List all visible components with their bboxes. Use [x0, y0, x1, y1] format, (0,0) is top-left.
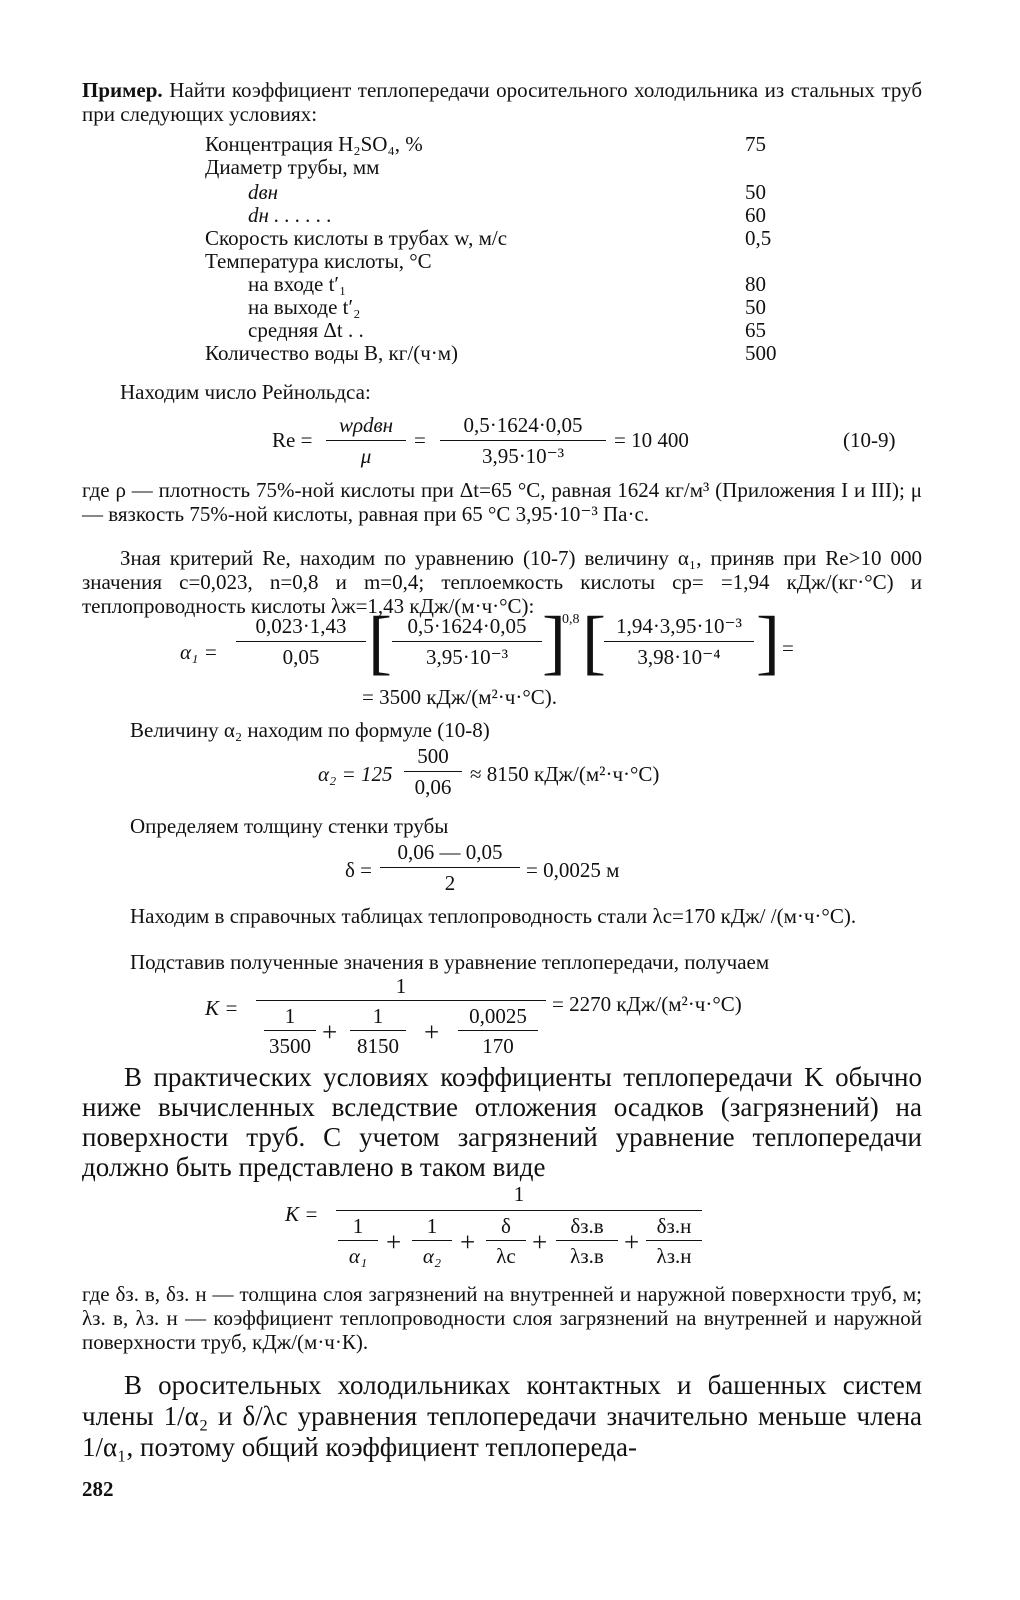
k1-t1-bar [264, 1030, 316, 1031]
condition-label: Количество воды B, кг/(ч·м) [205, 341, 459, 365]
delta-num: 0,06 — 0,05 [397, 840, 503, 864]
a1-lbrack2: [ [582, 602, 606, 682]
condition-label: dвн [248, 180, 279, 204]
a1-num3: 1,94·3,95·10⁻³ [616, 614, 742, 638]
re-bar1 [326, 440, 406, 441]
a2-lhs: α₂ = 125 [318, 762, 393, 786]
a2-num: 500 [417, 744, 449, 768]
a2-den: 0,06 [414, 775, 452, 799]
condition-value: 65 [745, 318, 766, 342]
k1-t2-num: 1 [372, 1004, 384, 1028]
k2-t3-den: λс [496, 1244, 516, 1268]
a1-den1: 0,05 [282, 645, 320, 669]
k1-t1-num: 1 [284, 1004, 296, 1028]
steel-text: Находим в справочных таблицах теплопроводность стали λс=170 кДж/ /(м·ч·°С). [130, 904, 857, 928]
k2-lhs: K = [285, 1202, 319, 1226]
a1-result: = 3500 кДж/(м²·ч·°С). [362, 685, 557, 709]
k2-t3-bar [486, 1240, 526, 1241]
k2-mainbar [336, 1210, 702, 1211]
re-result: = 10 400 [614, 428, 689, 452]
a2-bar [404, 771, 462, 772]
alpha2-text: Величину α₂ находим по формуле (10-8) [130, 718, 490, 742]
example-text: Найти коэффициент теплопередачи оросительного холодильника из стальных труб при следующих условиях: [82, 78, 923, 126]
condition-value: 80 [745, 272, 766, 296]
practice-text: В практических условиях коэффициенты теплопередачи K обычно ниже вычисленных вследствие отложения осадков (загрязнений) на поверхности труб. С учетом загрязнений уравнение теплопередачи должно быть представлено в таком виде [82, 1062, 922, 1182]
k2-t4-num: δз.в [570, 1214, 604, 1238]
re-num2: 0,5·1624·0,05 [463, 413, 583, 437]
delta-bar [380, 867, 520, 868]
reynolds-intro: Находим число Рейнольдса: [120, 380, 371, 404]
k1-mainbar [256, 1000, 546, 1001]
substitute-text: Подставив полученные значения в уравнение теплопередачи, получаем [130, 950, 770, 974]
a1-num2: 0,5·1624·0,05 [407, 614, 527, 638]
condition-label: Диаметр трубы, мм [205, 155, 380, 179]
k2-t4-den: λз.в [570, 1244, 604, 1268]
example-label: Пример. [82, 78, 163, 102]
condition-value: 50 [745, 180, 766, 204]
k1-t3-den: 170 [482, 1034, 514, 1058]
a1-rbrack2: ] [756, 602, 780, 682]
k2-t5-den: λз.н [656, 1244, 692, 1268]
k2-t1-bar [338, 1240, 378, 1241]
where-contamination: где δз. в, δз. н — толщина слоя загрязнений на внутренней и наружной поверхности труб, м; λз. в, λз. н — коэффициент теплопроводности слоя загрязнений на внутренней и наружной поверхности труб, кДж/(м·ч·К). [82, 1282, 922, 1354]
condition-label: Температура кислоты, °С [205, 249, 432, 273]
condition-value: 50 [745, 295, 766, 319]
k2-t2-num: 1 [426, 1214, 438, 1238]
k2-plus1: + [386, 1227, 402, 1257]
condition-label: средняя Δt . . [248, 318, 364, 342]
page-number: 282 [82, 1477, 114, 1501]
delta-lhs: δ = [345, 858, 372, 882]
re-lhs: Re = [272, 428, 313, 452]
k1-result: = 2270 кДж/(м²·ч·°С) [552, 992, 742, 1016]
condition-label: dн . . . . . . [248, 203, 332, 227]
a1-rbrack1: ] [542, 602, 566, 682]
condition-value: 0,5 [745, 226, 772, 250]
condition-value: 60 [745, 203, 766, 227]
condition-value: 500 [745, 341, 777, 365]
k1-plus2: + [424, 1017, 440, 1047]
a1-lhs: α₁ = [180, 640, 218, 664]
k2-t3-num: δ [501, 1214, 511, 1238]
condition-label: Концентрация H₂SO₄, % [205, 132, 423, 156]
a1-bar3 [604, 641, 754, 642]
k1-t3-bar [458, 1030, 538, 1031]
equation-number: (10-9) [843, 428, 896, 452]
a1-exp: 0,8 [562, 612, 580, 627]
a2-result: ≈ 8150 кДж/(м²·ч·°С) [470, 762, 660, 786]
k2-t5-bar [646, 1240, 702, 1241]
k2-t1-den: α₁ [348, 1244, 368, 1268]
re-num1: wρdвн [338, 413, 394, 437]
a1-tail: = [782, 636, 794, 660]
example-intro [82, 78, 922, 126]
k2-t2-bar [412, 1240, 452, 1241]
k2-plus2: + [460, 1227, 476, 1257]
k2-t2-den: α₂ [422, 1244, 442, 1268]
k2-t5-num: δз.н [656, 1214, 692, 1238]
k2-t4-bar [556, 1240, 618, 1241]
delta-den: 2 [444, 871, 456, 895]
k2-num: 1 [513, 1182, 525, 1206]
a1-bar1 [236, 641, 366, 642]
a1-den3: 3,98·10⁻⁴ [637, 645, 721, 669]
k2-plus3: + [532, 1227, 548, 1257]
k1-t1-den: 3500 [269, 1034, 311, 1058]
condition-value: 75 [745, 132, 766, 156]
a1-bar2 [392, 641, 542, 642]
condition-label: на входе t′₁ [248, 272, 347, 296]
re-eq: = [414, 428, 426, 452]
k2-t1-num: 1 [352, 1214, 364, 1238]
condition-label: Скорость кислоты в трубах w, м/с [205, 226, 508, 250]
a1-lbrack1: [ [368, 602, 392, 682]
k1-t2-bar [350, 1030, 406, 1031]
where-rho-mu: где ρ — плотность 75%-ной кислоты при Δt=65 °С, равная 1624 кг/м³ (Приложения I и III); μ — вязкость 75%-ной кислоты, равная при 65 °С 3,95·10⁻³ Па·с. [82, 478, 922, 526]
delta-result: = 0,0025 м [526, 858, 620, 882]
a1-den2: 3,95·10⁻³ [425, 645, 509, 669]
k1-t2-den: 8150 [357, 1034, 399, 1058]
delta-text: Определяем толщину стенки трубы [130, 814, 449, 838]
re-bar2 [440, 440, 606, 441]
re-den1: μ [360, 444, 372, 468]
k1-t3-num: 0,0025 [469, 1004, 527, 1028]
k1-plus1: + [322, 1017, 338, 1047]
a1-num1: 0,023·1,43 [255, 614, 347, 638]
final-text: В оросительных холодильниках контактных и башенных систем члены 1/α₂ и δ/λс уравнения теплопередачи значительно меньше члена 1/α₁, поэтому общий коэффициент теплопереда- [82, 1370, 922, 1462]
k1-lhs: K = [205, 996, 239, 1020]
k2-plus4: + [624, 1227, 640, 1257]
condition-label: на выходе t′₂ [248, 295, 361, 319]
re-den2: 3,95·10⁻³ [481, 444, 565, 468]
alpha1-text: Зная критерий Re, находим по уравнению (10-7) величину α₁, приняв при Re>10 000 значения c=0,023, n=0,8 и m=0,4; теплоемкость кислоты cp= =1,94 кДж/(кг·°С) и теплопроводность кислоты λж=1,43 кДж/(м·ч·°С): [82, 546, 922, 618]
k1-num: 1 [395, 974, 407, 998]
